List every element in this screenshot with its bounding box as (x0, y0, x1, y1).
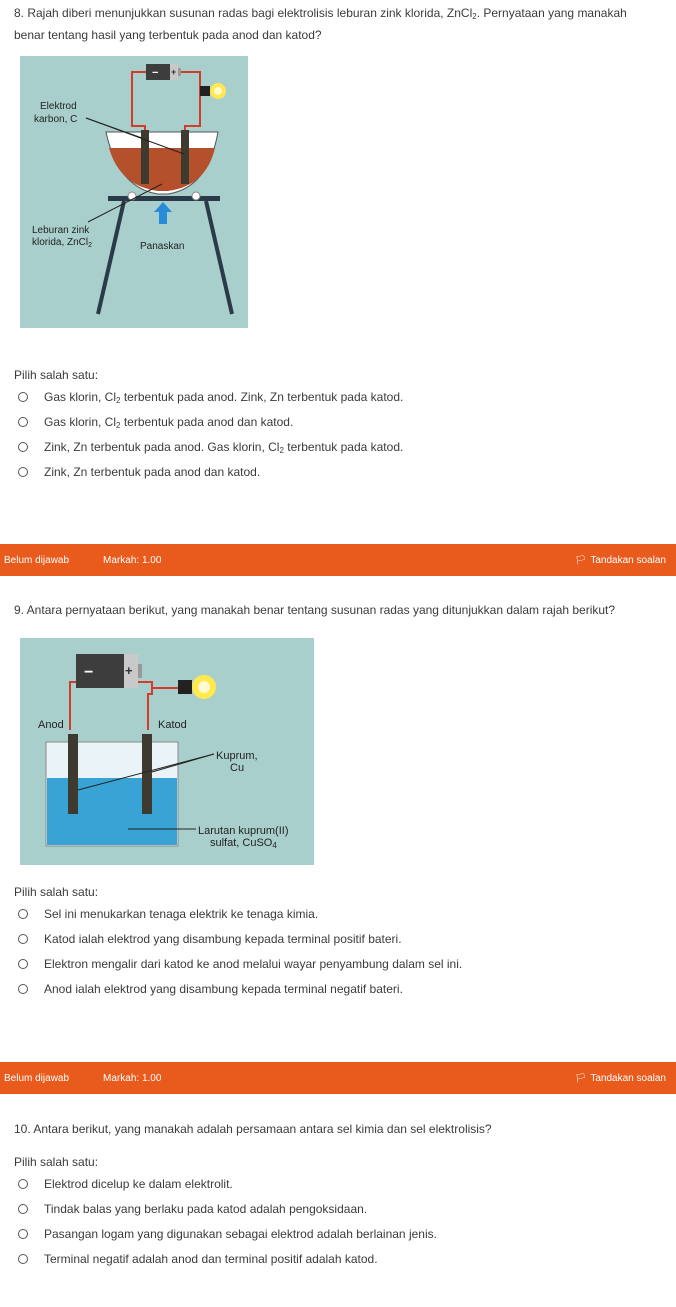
q8-prompt: Pilih salah satu: (14, 368, 99, 382)
option-label: Pasangan logam yang digunakan sebagai elektrod adalah berlainan jenis. (44, 1227, 437, 1241)
radio-button[interactable] (18, 1204, 28, 1214)
battery-icon (76, 654, 142, 688)
option-label: Terminal negatif adalah anod dan terminal positif adalah katod. (44, 1252, 378, 1266)
mark-text: Markah: 1.00 (103, 554, 162, 566)
flag-icon: 🏳 (574, 1072, 587, 1083)
label-cuso4: sulfat, CuSO4 (210, 837, 277, 850)
electrode-right (181, 130, 189, 184)
label-cu: Cu (230, 762, 245, 774)
battery-plus-label: + (171, 67, 177, 77)
flag-label: Tandakan soalan (590, 554, 666, 566)
option-label: Anod ialah elektrod yang disambung kepada terminal negatif bateri. (44, 982, 403, 996)
copper-sulfate-solution (47, 778, 177, 845)
q10-prompt: Pilih salah satu: (14, 1155, 99, 1169)
status-text: Belum dijawab (4, 554, 70, 566)
option-label: Elektrod dicelup ke dalam elektrolit. (44, 1177, 233, 1191)
question-status-bar (0, 1062, 676, 1094)
battery-minus-label: − (84, 664, 94, 681)
electrode-anode (68, 734, 78, 814)
label-kuprum: Kuprum, (216, 750, 258, 762)
radio-button[interactable] (18, 467, 28, 477)
option-label: Elektron mengalir dari katod ke anod melalui wayar penyambung dalam sel ini. (44, 957, 463, 971)
q8-option-1[interactable] (18, 387, 403, 407)
option-label: Gas klorin, $Cl_2$ terbentuk pada anod. Zink, Zn terbentuk pada katod. (44, 389, 404, 405)
chemical-cell-diagram (20, 638, 314, 865)
label-zink-klorida: klorida, ZnCl$_2$ (32, 237, 93, 249)
electrode-left (141, 130, 149, 184)
radio-button[interactable] (18, 959, 28, 969)
q9-option-2[interactable] (18, 929, 462, 949)
flag-question-button[interactable] (575, 555, 666, 566)
q9-options (18, 904, 462, 999)
q8-text-part-b: . Pernyataan yang manakah (476, 6, 627, 20)
option-label: Zink, Zn terbentuk pada anod dan katod. (44, 465, 261, 479)
label-katod: Katod (158, 719, 187, 731)
label-leburan-zink: Leburan zink (32, 225, 90, 236)
battery-plus-label: + (125, 663, 133, 678)
radio-button[interactable] (18, 442, 28, 452)
flag-icon: 🏳 (574, 554, 587, 565)
radio-button[interactable] (18, 984, 28, 994)
q8-option-4[interactable] (18, 462, 403, 482)
label-panaskan: Panaskan (140, 241, 185, 252)
q8-text-sub: 2 (472, 12, 477, 21)
electrode-cathode (142, 734, 152, 814)
option-label: Tindak balas yang berlaku pada katod adalah pengoksidaan. (44, 1202, 368, 1216)
radio-button[interactable] (18, 1229, 28, 1239)
flag-label: Tandakan soalan (590, 1072, 666, 1084)
label-larutan: Larutan kuprum(II) (198, 825, 289, 837)
radio-button[interactable] (18, 417, 28, 427)
q9-option-1[interactable] (18, 904, 462, 924)
q8-text-line2: benar tentang hasil yang terbentuk pada anod dan katod? (14, 28, 322, 42)
q9-prompt: Pilih salah satu: (14, 885, 99, 899)
label-anod: Anod (38, 719, 64, 731)
q8-option-3[interactable] (18, 437, 403, 457)
radio-button[interactable] (18, 1254, 28, 1264)
option-label: Sel ini menukarkan tenaga elektrik ke tenaga kimia. (44, 907, 319, 921)
question-status-bar (0, 544, 676, 576)
electrolysis-diagram (20, 56, 248, 328)
label-elektrod: Elektrod (40, 101, 77, 112)
battery-icon (146, 64, 181, 80)
battery-minus-label: − (152, 67, 159, 79)
tripod-top (108, 196, 220, 201)
question-10-text: 10. Antara berikut, yang manakah adalah persamaan antara sel kimia dan sel elektrolisis? (14, 1122, 492, 1136)
q10-options (18, 1174, 437, 1269)
question-8-text (14, 4, 669, 44)
label-karbon: karbon, C (34, 114, 78, 125)
q9-option-4[interactable] (18, 979, 462, 999)
option-label: Gas klorin, $Cl_2$ terbentuk pada anod dan katod. (44, 414, 294, 430)
radio-button[interactable] (18, 909, 28, 919)
q8-option-2[interactable] (18, 412, 403, 432)
q10-option-3[interactable] (18, 1224, 437, 1244)
option-label: Katod ialah elektrod yang disambung kepada terminal positif bateri. (44, 932, 402, 946)
radio-button[interactable] (18, 392, 28, 402)
q10-option-2[interactable] (18, 1199, 437, 1219)
radio-button[interactable] (18, 1179, 28, 1189)
q9-option-3[interactable] (18, 954, 462, 974)
question-9-text: 9. Antara pernyataan berikut, yang manakah benar tentang susunan radas yang ditunjukkan dalam rajah berikut? (14, 603, 616, 617)
mark-text: Markah: 1.00 (103, 1072, 162, 1084)
q10-option-4[interactable] (18, 1249, 437, 1269)
q8-text-part: 8. Rajah diberi menunjukkan susunan radas bagi elektrolisis leburan zink klorida, ZnCl (14, 6, 473, 20)
radio-button[interactable] (18, 934, 28, 944)
status-text: Belum dijawab (4, 1072, 70, 1084)
q8-options (18, 387, 403, 482)
option-label: Zink, Zn terbentuk pada anod. Gas klorin, $Cl_2$ terbentuk pada katod. (44, 439, 404, 455)
flag-question-button[interactable] (575, 1073, 666, 1084)
q10-option-1[interactable] (18, 1174, 437, 1194)
